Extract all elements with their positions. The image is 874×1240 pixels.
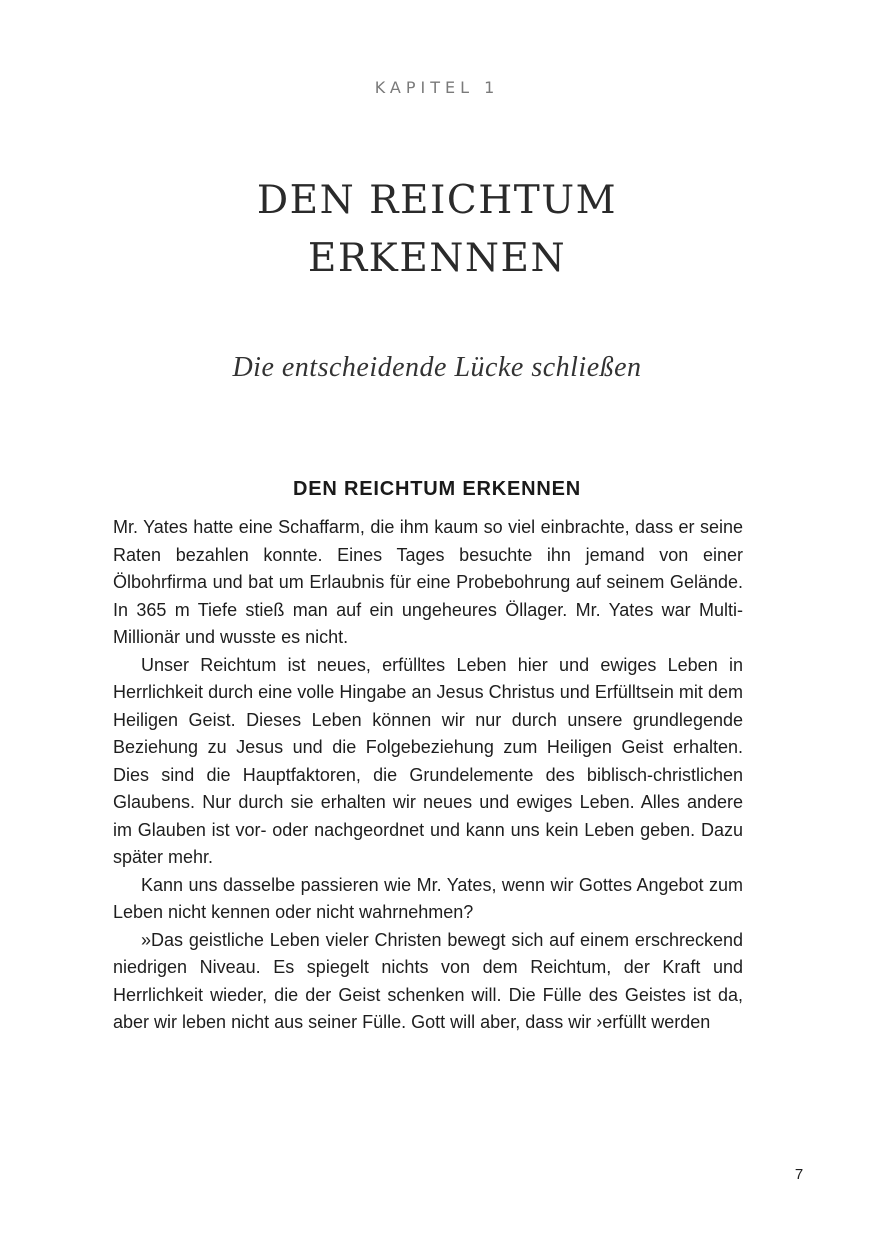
- page-number: 7: [794, 1166, 804, 1183]
- section-heading: DEN REICHTUM ERKENNEN: [293, 478, 581, 500]
- paragraph: Unser Reichtum ist neues, erfülltes Leben hier und ewiges Leben in Herrlichkeit durch eine volle Hingabe an Jesus Christus und Erfülltsein mit dem Heiligen Geist. Dieses Leben können wir nur durch unsere grundlegende Beziehung zu Jesus und die Folgebeziehung zum Heiligen Geist erhalten. Dies sind die Hauptfaktoren, die Grundelemente des biblisch-christlichen Glaubens. Nur durch sie erhalten wir neues und ewiges Leben. Alles andere im Glauben ist vor- oder nachgeordnet und kann uns kein Leben geben. Dazu später mehr.: [113, 654, 743, 867]
- chapter-title: [0, 172, 874, 288]
- paragraph: Kann uns dasselbe passieren wie Mr. Yates, wenn wir Gottes Angebot zum Leben nicht kennen oder nicht wahrnehmen?: [113, 874, 743, 922]
- paragraph: »Das geistliche Leben vieler Christen bewegt sich auf einem erschreckend niedrigen Niveau. Es spiegelt nichts von dem Reichtum, der Kraft und Herrlichkeit wieder, die der Geist schenken will. Die Fülle des Geistes ist da, aber wir leben nicht aus seiner Fülle. Gott will aber, dass wir ›erfüllt werden: [113, 929, 743, 1032]
- chapter-title-line-1: DEN REICHTUM: [256, 178, 618, 223]
- chapter-title-line-2: ERKENNEN: [307, 236, 567, 281]
- body-text: [113, 514, 743, 1037]
- chapter-label: KAPITEL 1: [374, 78, 500, 97]
- chapter-subtitle: Die entscheidende Lücke schließen: [232, 352, 642, 383]
- paragraph: Mr. Yates hatte eine Schaffarm, die ihm kaum so viel einbrachte, dass er seine Raten bezahlen konnte. Eines Tages besuchte ihn jemand von einer Ölbohrfirma und bat um Erlaubnis für eine Probebohrung auf seinem Gelände. In 365 m Tiefe stieß man auf ein ungeheures Öllager. Mr. Yates war Multi-Millionär und wusste es nicht.: [113, 517, 743, 647]
